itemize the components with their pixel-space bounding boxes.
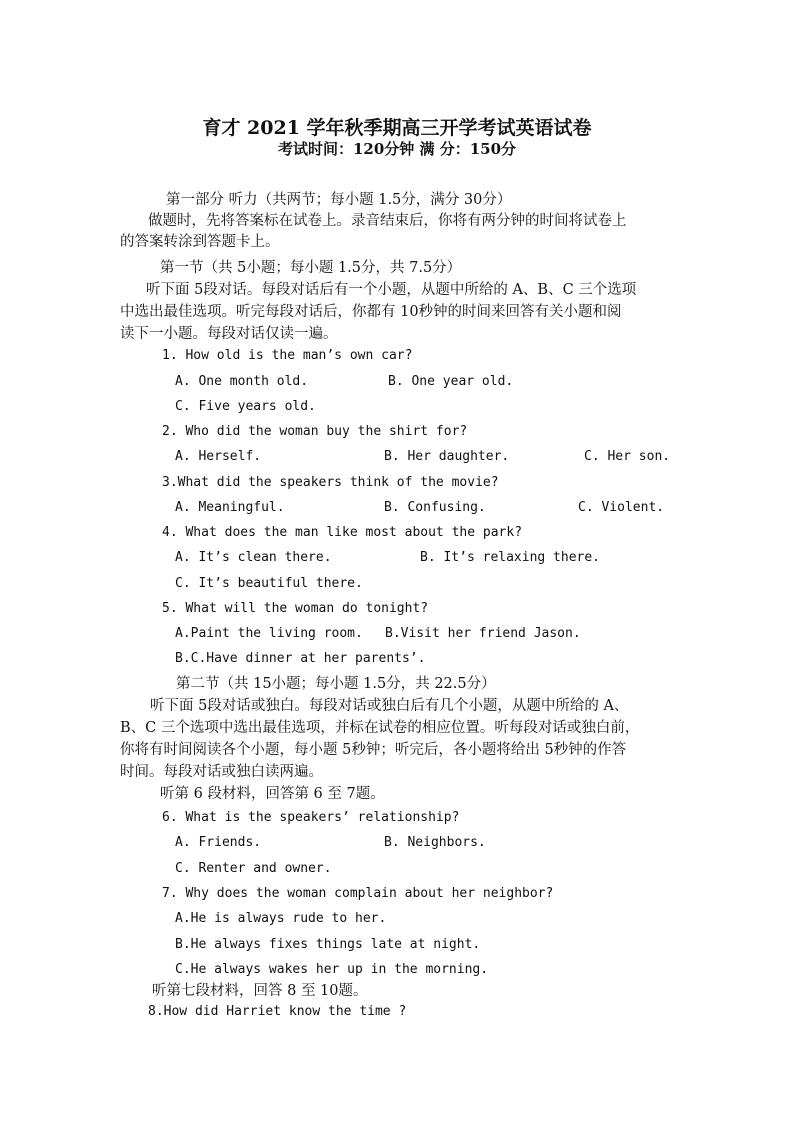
question-5-option-b: B.Visit her friend Jason. <box>385 626 581 641</box>
section1-intro-line1: 听下面 5段对话。每段对话后有一个小题，从题中所给的 A、B、C 三个选项 <box>146 282 637 298</box>
question-5-option-a: A.Paint the living room. <box>175 626 363 641</box>
question-5-option-c: B.C.Have dinner at her parents’. <box>175 651 426 666</box>
question-4-option-a: A. It’s clean there. <box>175 550 332 565</box>
question-7-stem: 7. Why does the woman complain about her neighbor? <box>162 886 554 901</box>
question-6-option-a: A. Friends. <box>175 835 262 850</box>
question-1-option-c: C. Five years old. <box>175 399 316 414</box>
section2-intro-line2: B、C 三个选项中选出最佳选项，并标在试卷的相应位置。听每段对话或独白前， <box>120 720 640 736</box>
question-7-option-b: B.He always fixes things late at night. <box>175 937 481 952</box>
question-2-option-a: A. Herself. <box>175 449 262 464</box>
section1-heading: 第一节（共 5小题；每小题 1.5分，共 7.5分） <box>160 260 462 276</box>
part1-intro-line2: 的答案转涂到答题卡上。 <box>120 234 280 250</box>
exam-title: 育才 2021 学年秋季期高三开学考试英语试卷 <box>202 117 592 139</box>
section1-intro-line3: 读下一小题。每段对话仅读一遍。 <box>120 326 338 342</box>
question-3-stem: 3.What did the speakers think of the movie? <box>162 475 499 490</box>
question-3-option-b: B. Confusing. <box>384 500 486 515</box>
section2-heading: 第二节（共 15小题；每小题 1.5分，共 22.5分） <box>176 676 496 692</box>
question-3-option-c: C. Violent. <box>578 500 665 515</box>
question-1-stem: 1. How old is the man’s own car? <box>162 348 413 363</box>
question-4-option-b: B. It’s relaxing there. <box>420 550 601 565</box>
part1-heading: 第一部分 听力（共两节；每小题 1.5分，满分 30分） <box>166 192 512 208</box>
question-7-option-c: C.He always wakes her up in the morning. <box>175 962 489 977</box>
part1-intro-line1: 做题时，先将答案标在试卷上。录音结束后，你将有两分钟的时间将试卷上 <box>148 213 627 229</box>
question-3-option-a: A. Meaningful. <box>175 500 285 515</box>
question-1-option-a: A. One month old. <box>175 374 309 389</box>
material-6-instruction: 听第 6 段材料，回答第 6 至 7题。 <box>160 786 385 802</box>
question-1-option-b: B. One year old. <box>388 374 514 389</box>
section2-intro-line1: 听下面 5段对话或独白。每段对话或独白后有几个小题，从题中所给的 A、 <box>150 698 629 714</box>
section2-intro-line3: 你将有时间阅读各个小题，每小题 5秒钟；听完后，各小题将给出 5秒钟的作答 <box>120 742 627 758</box>
question-8-stem: 8.How did Harriet know the time ? <box>148 1004 407 1019</box>
section1-intro-line2: 中选出最佳选项。听完每段对话后，你都有 10秒钟的时间来回答有关小题和阅 <box>120 304 622 320</box>
question-6-option-c: C. Renter and owner. <box>175 861 332 876</box>
question-6-stem: 6. What is the speakers’ relationship? <box>162 810 460 825</box>
question-6-option-b: B. Neighbors. <box>384 835 486 850</box>
question-2-stem: 2. Who did the woman buy the shirt for? <box>162 424 468 439</box>
question-4-stem: 4. What does the man like most about the park? <box>162 525 523 540</box>
question-2-option-b: B. Her daughter. <box>384 449 510 464</box>
material-7-instruction: 听第七段材料，回答 8 至 10题。 <box>152 983 368 999</box>
section2-intro-line4: 时间。每段对话或独白读两遍。 <box>120 764 323 780</box>
question-4-option-c: C. It’s beautiful there. <box>175 576 363 591</box>
exam-subtitle: 考试时间：120分钟 满 分：150分 <box>277 140 517 158</box>
question-7-option-a: A.He is always rude to her. <box>175 911 387 926</box>
question-5-stem: 5. What will the woman do tonight? <box>162 601 429 616</box>
question-2-option-c: C. Her son. <box>584 449 671 464</box>
